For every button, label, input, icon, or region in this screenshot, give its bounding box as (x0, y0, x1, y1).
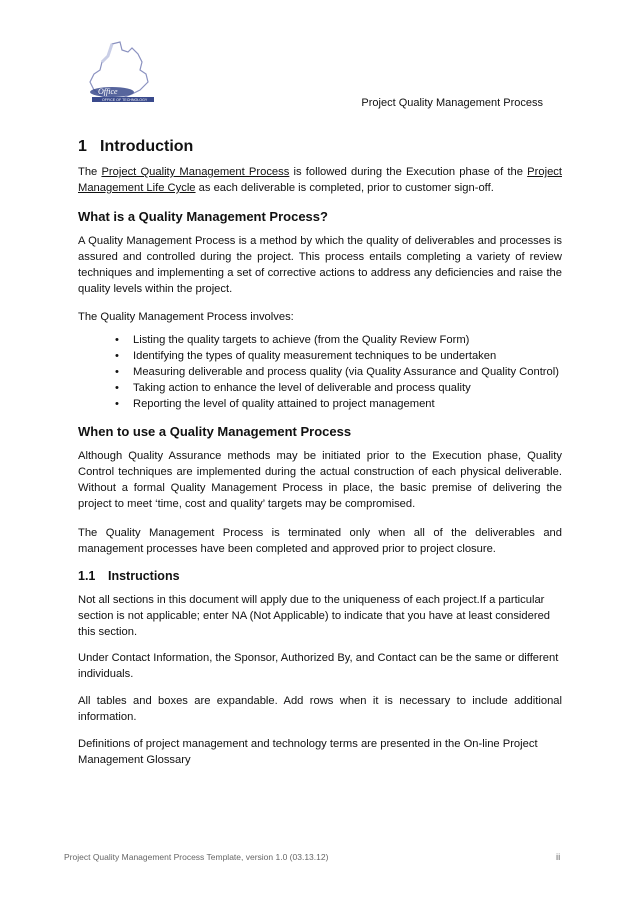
intro-paragraph: The Project Quality Management Process is followed during the Execution phase of the Project Management Life Cycle as each deliverable is completed, prior to customer sign-off. (78, 166, 562, 194)
involves-list (78, 333, 562, 412)
project-quality-management-process-link[interactable]: Project Quality Management Process (101, 166, 290, 178)
state-map-logo-icon (82, 40, 162, 106)
svg-text:Office: Office (98, 87, 118, 96)
footer-document-info: Project Quality Management Process Template, version 1.0 (03.13.12) (64, 852, 329, 862)
list-item: • Listing the quality targets to achieve (from the Quality Review Form) (115, 334, 470, 346)
document-body (78, 138, 562, 768)
section-title: Introduction (100, 138, 194, 155)
instructions-paragraph-2: Under Contact Information, the Sponsor, Authorized By, and Contact can be the same or different individuals. (78, 652, 559, 680)
svg-text:OFFICE OF TECHNOLOGY: OFFICE OF TECHNOLOGY (102, 98, 148, 103)
office-of-technology-logo (82, 40, 162, 106)
when-to-use-heading: When to use a Quality Management Process (78, 424, 352, 439)
what-is-heading: What is a Quality Management Process? (78, 209, 328, 224)
instructions-paragraph-4: Definitions of project management and technology terms are presented in the On-line Project Management Glossary (78, 738, 538, 766)
instructions-paragraph-1: Not all sections in this document will apply due to the uniqueness of each project.If a particular section is not applicable; enter NA (Not Applicable) to indicate that you have at least considered this section. (78, 594, 551, 638)
list-item: • Reporting the level of quality attained to project management (115, 398, 435, 410)
subsection-title: Instructions (108, 569, 180, 583)
project-management-life-cycle-link[interactable]: Project Management Life Cycle (78, 166, 562, 194)
instructions-paragraph-3: All tables and boxes are expandable. Add rows when it is necessary to include additional information. (78, 695, 562, 723)
header-title: Project Quality Management Process (361, 97, 543, 109)
involves-intro: The Quality Management Process involves: (78, 311, 294, 323)
when-paragraph-1: Although Quality Assurance methods may be initiated prior to the Execution phase, Quality Control techniques are implemented during the actual construction of each physical deliverable. Without a formal Quality Management Process in place, the basic premise of delivering the project to meet ‘time, cost and quality’ targets may be compromised. (78, 450, 562, 510)
instructions-heading (78, 569, 562, 583)
section-number: 1 (78, 138, 87, 155)
when-paragraph-2: The Quality Management Process is terminated only when all of the deliverables and management processes have been completed and approved prior to project closure. (78, 527, 562, 555)
section-heading-introduction (78, 138, 562, 156)
what-is-paragraph: A Quality Management Process is a method by which the quality of deliverables and processes is assured and controlled during the project. This process entails completing a variety of review techniques and implementing a set of corrective actions to address any deficiencies and raise the quality levels within the project. (78, 235, 562, 295)
list-item: • Identifying the types of quality measurement techniques to be undertaken (115, 350, 497, 362)
list-item: • Measuring deliverable and process quality (via Quality Assurance and Quality Control) (115, 366, 559, 378)
subsection-number: 1.1 (78, 569, 96, 583)
page-number: ii (556, 852, 561, 863)
list-item: • Taking action to enhance the level of deliverable and process quality (115, 382, 471, 394)
